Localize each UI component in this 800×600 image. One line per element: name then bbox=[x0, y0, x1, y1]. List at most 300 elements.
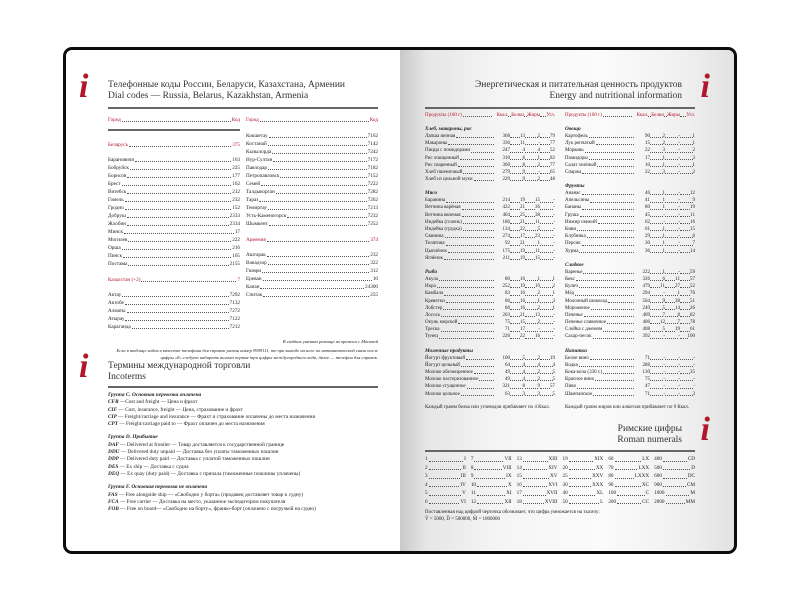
section-title: Фрукты bbox=[565, 183, 585, 190]
leader bbox=[125, 201, 232, 202]
city-row bbox=[108, 323, 240, 331]
value-cell bbox=[650, 383, 665, 390]
roman-row bbox=[562, 472, 603, 481]
leader bbox=[462, 209, 494, 210]
leader bbox=[262, 272, 369, 273]
row-value: - bbox=[553, 227, 555, 233]
divider bbox=[425, 107, 695, 109]
value-cell bbox=[525, 276, 540, 283]
row-label: Кекс bbox=[565, 276, 575, 282]
value-cell bbox=[662, 326, 680, 333]
value-cell bbox=[510, 226, 525, 233]
row-value: 564 bbox=[642, 298, 650, 304]
value-cell bbox=[537, 155, 555, 162]
value-cell bbox=[510, 147, 525, 154]
row-label: Макароны bbox=[425, 141, 448, 147]
row-value: 4 bbox=[522, 377, 525, 383]
leader bbox=[598, 223, 634, 224]
row-value: 255 bbox=[370, 292, 378, 298]
value-cell bbox=[633, 112, 648, 119]
incoterm-item bbox=[108, 471, 378, 478]
value-cell bbox=[495, 283, 510, 290]
incoterm-item bbox=[108, 407, 378, 414]
leader bbox=[650, 323, 660, 324]
leader bbox=[429, 495, 461, 496]
row-label: Йогурт фруктовый bbox=[425, 355, 466, 361]
value-cell bbox=[680, 190, 695, 197]
city-row bbox=[246, 212, 378, 220]
row-value: - bbox=[678, 227, 680, 233]
value-cell bbox=[680, 112, 695, 119]
leader bbox=[615, 469, 638, 470]
row-value: - bbox=[663, 362, 665, 368]
leader bbox=[273, 161, 366, 162]
value-cell bbox=[495, 383, 510, 390]
row-value: 3 bbox=[662, 169, 665, 175]
row-label: Аштарак bbox=[246, 252, 266, 258]
leader bbox=[446, 245, 494, 246]
leader bbox=[540, 202, 553, 203]
value-cell bbox=[525, 333, 540, 340]
row-value: 21 bbox=[520, 312, 525, 318]
value-cell bbox=[635, 298, 650, 305]
value-cell bbox=[650, 333, 665, 340]
row-value: - bbox=[678, 234, 680, 240]
food-row bbox=[425, 362, 555, 369]
roman-row bbox=[608, 455, 649, 464]
roman-note: Поставленная над цифрой черточка обозначает, что цифра умножается на тысячу: bbox=[425, 510, 600, 515]
value-cell bbox=[522, 362, 540, 369]
section-title: Напитки bbox=[565, 347, 587, 354]
value-cell bbox=[510, 140, 525, 147]
leader bbox=[540, 280, 553, 281]
leader bbox=[665, 137, 678, 138]
row-value: - bbox=[663, 219, 665, 225]
row-value: 61 bbox=[690, 327, 695, 333]
leader bbox=[477, 486, 507, 487]
row-value: VIII bbox=[502, 464, 512, 471]
leader bbox=[617, 495, 645, 496]
leader bbox=[525, 338, 535, 339]
row-label: Караганда bbox=[108, 324, 131, 330]
value-cell bbox=[495, 376, 510, 383]
roman-column bbox=[608, 455, 649, 506]
food-row bbox=[565, 169, 695, 176]
leader bbox=[510, 259, 520, 260]
food-row bbox=[565, 276, 695, 283]
food-row bbox=[565, 233, 695, 240]
value-cell bbox=[662, 197, 680, 204]
row-value: 288 bbox=[642, 362, 650, 368]
row-label: Молоко пастеризованное bbox=[425, 377, 479, 383]
leader bbox=[665, 166, 678, 167]
leader bbox=[680, 295, 690, 296]
row-value: 16 bbox=[520, 291, 525, 297]
roman-row bbox=[562, 464, 603, 473]
row-value: 19 bbox=[535, 284, 540, 290]
leader bbox=[446, 202, 494, 203]
row-value: 5 bbox=[537, 227, 540, 233]
row-value: 86 bbox=[505, 305, 510, 311]
leader bbox=[461, 366, 494, 367]
leader bbox=[680, 245, 693, 246]
value-cell bbox=[525, 298, 540, 305]
row-value: 4 bbox=[537, 362, 540, 368]
value-cell bbox=[680, 155, 695, 162]
value-cell bbox=[680, 147, 695, 154]
value-cell bbox=[510, 255, 525, 262]
row-label: Молоко цельное bbox=[425, 391, 460, 397]
roman-note-values: V̄ = 5000, D̄ = 500000, M̄ = 1000000 bbox=[425, 517, 501, 522]
value-cell bbox=[525, 326, 540, 333]
row-label: Семей bbox=[246, 181, 261, 187]
row-value: 2 bbox=[537, 320, 540, 326]
section-title: Овощи bbox=[565, 126, 581, 132]
row-value: 1 bbox=[662, 234, 665, 240]
row-value: 7212 bbox=[229, 324, 240, 330]
food-row bbox=[425, 391, 555, 398]
leader bbox=[650, 166, 663, 167]
row-value: 2155 bbox=[229, 261, 240, 267]
row-label: Жлобин bbox=[108, 221, 127, 227]
leader bbox=[510, 180, 523, 181]
row-value: - bbox=[553, 219, 555, 225]
value-cell bbox=[495, 276, 510, 283]
leader bbox=[135, 161, 231, 162]
row-value: 232 bbox=[370, 252, 378, 258]
row-value: - bbox=[663, 291, 665, 297]
leader bbox=[650, 173, 663, 174]
row-value: 229 bbox=[502, 177, 510, 183]
row-value: 38 bbox=[675, 298, 680, 304]
value-cell bbox=[635, 226, 650, 233]
row-label: Пинск bbox=[108, 253, 123, 259]
row-value: 392 bbox=[642, 334, 650, 340]
row-value: - bbox=[678, 155, 680, 161]
value-cell bbox=[662, 204, 680, 211]
row-value: 80 bbox=[645, 205, 650, 211]
value-cell bbox=[525, 312, 540, 319]
row-value: 5 bbox=[552, 370, 555, 376]
value-cell bbox=[495, 162, 510, 169]
value-cell bbox=[650, 298, 665, 305]
incoterm-item bbox=[108, 442, 378, 449]
row-value: 422 bbox=[502, 205, 510, 211]
leader bbox=[540, 230, 553, 231]
row-value: 71 bbox=[505, 327, 510, 333]
leader bbox=[680, 237, 693, 238]
row-value: - bbox=[678, 133, 680, 139]
leader bbox=[525, 309, 538, 310]
leader bbox=[607, 323, 634, 324]
row-label: Актобе bbox=[108, 300, 124, 306]
value-cell bbox=[495, 169, 510, 176]
city-row bbox=[108, 188, 240, 196]
value-cell bbox=[525, 290, 540, 297]
row-value: CM bbox=[686, 481, 695, 488]
leader bbox=[540, 295, 553, 296]
leader bbox=[525, 259, 535, 260]
incoterm-description: — Freight/carriage paid to — Фрахт оплачен до места назначения bbox=[119, 421, 265, 428]
value-cell bbox=[665, 376, 680, 383]
row-value: Угл. bbox=[546, 112, 555, 118]
value-cell bbox=[525, 283, 540, 290]
row-value: Жиры bbox=[526, 112, 540, 118]
leader bbox=[510, 173, 523, 174]
leader bbox=[582, 194, 634, 195]
value-cell bbox=[662, 312, 680, 319]
value-cell bbox=[680, 276, 695, 283]
value-cell bbox=[495, 326, 510, 333]
row-label: Нур-Султан bbox=[246, 157, 273, 163]
leader bbox=[590, 202, 634, 203]
value-cell bbox=[510, 240, 525, 247]
value-cell bbox=[525, 133, 540, 140]
leader bbox=[125, 209, 232, 210]
value-cell bbox=[635, 326, 650, 333]
value-cell bbox=[495, 133, 510, 140]
row-value: 1 bbox=[552, 291, 555, 297]
nutrition-header bbox=[565, 112, 695, 119]
row-value: - bbox=[678, 162, 680, 168]
leader bbox=[650, 380, 663, 381]
leader bbox=[650, 273, 663, 274]
row-value: 16 bbox=[690, 219, 695, 225]
value-cell bbox=[537, 376, 555, 383]
leader bbox=[680, 152, 693, 153]
value-cell bbox=[510, 248, 525, 255]
roman-row bbox=[562, 455, 603, 464]
row-value: - bbox=[553, 212, 555, 218]
city-row bbox=[108, 196, 240, 204]
row-value: 77 bbox=[550, 162, 555, 168]
nutrition-column-1 bbox=[425, 125, 555, 411]
row-value: VII bbox=[504, 456, 512, 462]
row-label: Белое вино bbox=[565, 355, 589, 361]
leader bbox=[587, 237, 634, 238]
leader bbox=[525, 280, 538, 281]
value-cell bbox=[677, 319, 695, 326]
value-cell bbox=[510, 369, 525, 376]
row-value: 6 bbox=[662, 276, 665, 282]
incoterm-description: — Ex quay (duty paid) — Доставка с причала (таможенные пошлины уплачены) bbox=[120, 470, 301, 477]
header-code: Код bbox=[369, 117, 378, 123]
incoterm-item bbox=[108, 414, 378, 421]
row-value: - bbox=[678, 248, 680, 254]
row-value: 52 bbox=[690, 284, 695, 290]
incoterm-description: — Delivered at frontier — Товар доставляется к государственной границе bbox=[120, 441, 285, 448]
value-cell bbox=[525, 305, 540, 312]
row-value: - bbox=[678, 384, 680, 390]
leader bbox=[650, 245, 663, 246]
row-value: 83 bbox=[505, 291, 510, 297]
row-value: 479 bbox=[642, 284, 650, 290]
row-value: 2 bbox=[692, 148, 695, 154]
row-value: 19 bbox=[550, 355, 555, 361]
value-cell bbox=[537, 319, 555, 326]
row-value: 57 bbox=[550, 384, 555, 390]
leader bbox=[261, 185, 366, 186]
row-label: 6 bbox=[425, 498, 428, 505]
incoterm-code: DAF bbox=[108, 441, 119, 448]
leader bbox=[525, 380, 538, 381]
row-value: 247 bbox=[502, 148, 510, 154]
food-row bbox=[565, 362, 695, 369]
leader bbox=[569, 478, 591, 479]
value-cell bbox=[665, 391, 680, 398]
row-value: 240 bbox=[642, 305, 650, 311]
row-value: 24300 bbox=[365, 284, 378, 290]
city-row bbox=[246, 259, 378, 267]
city-row bbox=[246, 156, 378, 164]
leader bbox=[122, 185, 232, 186]
row-value: 16 bbox=[520, 305, 525, 311]
row-value: 1 bbox=[662, 162, 665, 168]
incoterm-code: CIP bbox=[108, 413, 117, 420]
row-value: 5 bbox=[552, 391, 555, 397]
city-row bbox=[246, 172, 378, 180]
row-label: Беларусь bbox=[108, 142, 128, 148]
row-value: 1 bbox=[537, 241, 540, 247]
row-value: 21 bbox=[520, 205, 525, 211]
city-row bbox=[108, 260, 240, 268]
roman-row bbox=[654, 481, 695, 490]
leader bbox=[276, 193, 367, 194]
leader bbox=[510, 237, 520, 238]
row-value: 76 bbox=[690, 291, 695, 297]
row-value: 1 bbox=[692, 133, 695, 139]
row-label: Ягнёнок bbox=[425, 255, 443, 261]
city-row bbox=[108, 164, 240, 172]
dial-codes-title-en: Dial codes — Russia, Belarus, Kazakhstan, Armenia bbox=[108, 91, 309, 101]
row-value: 222 bbox=[642, 269, 650, 275]
value-cell bbox=[680, 305, 695, 312]
incoterm-code: DDP bbox=[108, 456, 119, 463]
value-cell bbox=[495, 362, 510, 369]
leader bbox=[663, 486, 686, 487]
leader bbox=[510, 395, 523, 396]
row-label: Шымкент bbox=[246, 221, 268, 227]
row-value: VI bbox=[460, 498, 466, 505]
row-value: LXXX bbox=[634, 473, 650, 479]
value-cell bbox=[680, 169, 695, 176]
row-value: 29 bbox=[645, 234, 650, 240]
roman-row bbox=[517, 455, 558, 464]
row-value: - bbox=[693, 362, 695, 368]
value-cell bbox=[540, 204, 555, 211]
value-cell bbox=[635, 219, 650, 226]
row-value: 49 bbox=[505, 370, 510, 376]
value-cell bbox=[650, 326, 665, 333]
value-cell bbox=[662, 248, 680, 255]
row-value: 1 bbox=[537, 298, 540, 304]
row-label: Актау bbox=[108, 292, 122, 298]
value-cell bbox=[510, 169, 525, 176]
row-value: 7142 bbox=[367, 141, 378, 147]
row-value: 16 bbox=[520, 298, 525, 304]
food-row bbox=[425, 298, 555, 305]
row-value: - bbox=[663, 334, 665, 340]
leader bbox=[665, 331, 675, 332]
row-value: 41 bbox=[645, 198, 650, 204]
leader bbox=[122, 121, 231, 122]
value-cell bbox=[650, 226, 665, 233]
food-row bbox=[565, 376, 695, 383]
row-value: 77 bbox=[550, 141, 555, 147]
row-value: 1 bbox=[662, 248, 665, 254]
leader bbox=[615, 461, 642, 462]
row-value: 64 bbox=[505, 362, 510, 368]
food-row bbox=[425, 169, 555, 176]
food-row bbox=[425, 162, 555, 169]
value-cell bbox=[665, 355, 680, 362]
leader bbox=[525, 295, 538, 296]
leader bbox=[569, 503, 599, 504]
leader bbox=[510, 144, 520, 145]
row-value: X bbox=[507, 481, 512, 488]
value-cell bbox=[650, 162, 665, 169]
row-value: 27 bbox=[675, 284, 680, 290]
leader bbox=[580, 216, 634, 217]
leader bbox=[680, 223, 690, 224]
row-label: Киви bbox=[565, 227, 577, 233]
leader bbox=[474, 478, 505, 479]
city-row bbox=[246, 220, 378, 228]
row-value: - bbox=[678, 141, 680, 147]
row-value: 5 bbox=[522, 355, 525, 361]
row-label: Казахстан (+2) bbox=[108, 277, 141, 283]
leader bbox=[540, 302, 553, 303]
value-cell bbox=[665, 369, 680, 376]
row-value: 7282 bbox=[367, 189, 378, 195]
leader bbox=[665, 323, 678, 324]
row-value: 21 bbox=[520, 241, 525, 247]
value-cell bbox=[635, 276, 650, 283]
leader bbox=[479, 380, 494, 381]
leader bbox=[603, 331, 634, 332]
row-value: IX bbox=[506, 473, 512, 479]
row-value: - bbox=[663, 384, 665, 390]
row-label: 60 bbox=[608, 456, 614, 462]
row-value: 52 bbox=[550, 148, 555, 154]
row-value: 360 bbox=[502, 162, 510, 168]
food-row bbox=[565, 226, 695, 233]
leader bbox=[267, 241, 369, 242]
row-value: 252 bbox=[502, 284, 510, 290]
food-row bbox=[565, 383, 695, 390]
food-row bbox=[565, 369, 695, 376]
leader bbox=[665, 338, 678, 339]
leader bbox=[576, 280, 634, 281]
roman-column bbox=[654, 455, 695, 506]
row-label: 17 bbox=[516, 490, 522, 496]
dial-codes-column-1 bbox=[108, 141, 240, 339]
row-value: 2333 bbox=[229, 213, 240, 219]
row-value: 11 bbox=[675, 276, 680, 282]
row-value: 177 bbox=[232, 173, 240, 179]
leader bbox=[650, 366, 663, 367]
row-label: 9 bbox=[470, 473, 474, 479]
row-value: 82 bbox=[690, 312, 695, 318]
row-label: Помидоры bbox=[565, 155, 588, 161]
value-cell bbox=[510, 376, 525, 383]
incoterm-group-title: Группа F. Основная перевозка не оплачена bbox=[108, 484, 208, 491]
nutrition-note: Каждый грамм жиров или алкоголя прибавляет по 9 Ккал. bbox=[565, 404, 690, 410]
roman-row bbox=[562, 489, 603, 498]
leader bbox=[510, 316, 520, 317]
nutrition-header-2 bbox=[565, 112, 695, 119]
row-value: 274 bbox=[502, 234, 510, 240]
